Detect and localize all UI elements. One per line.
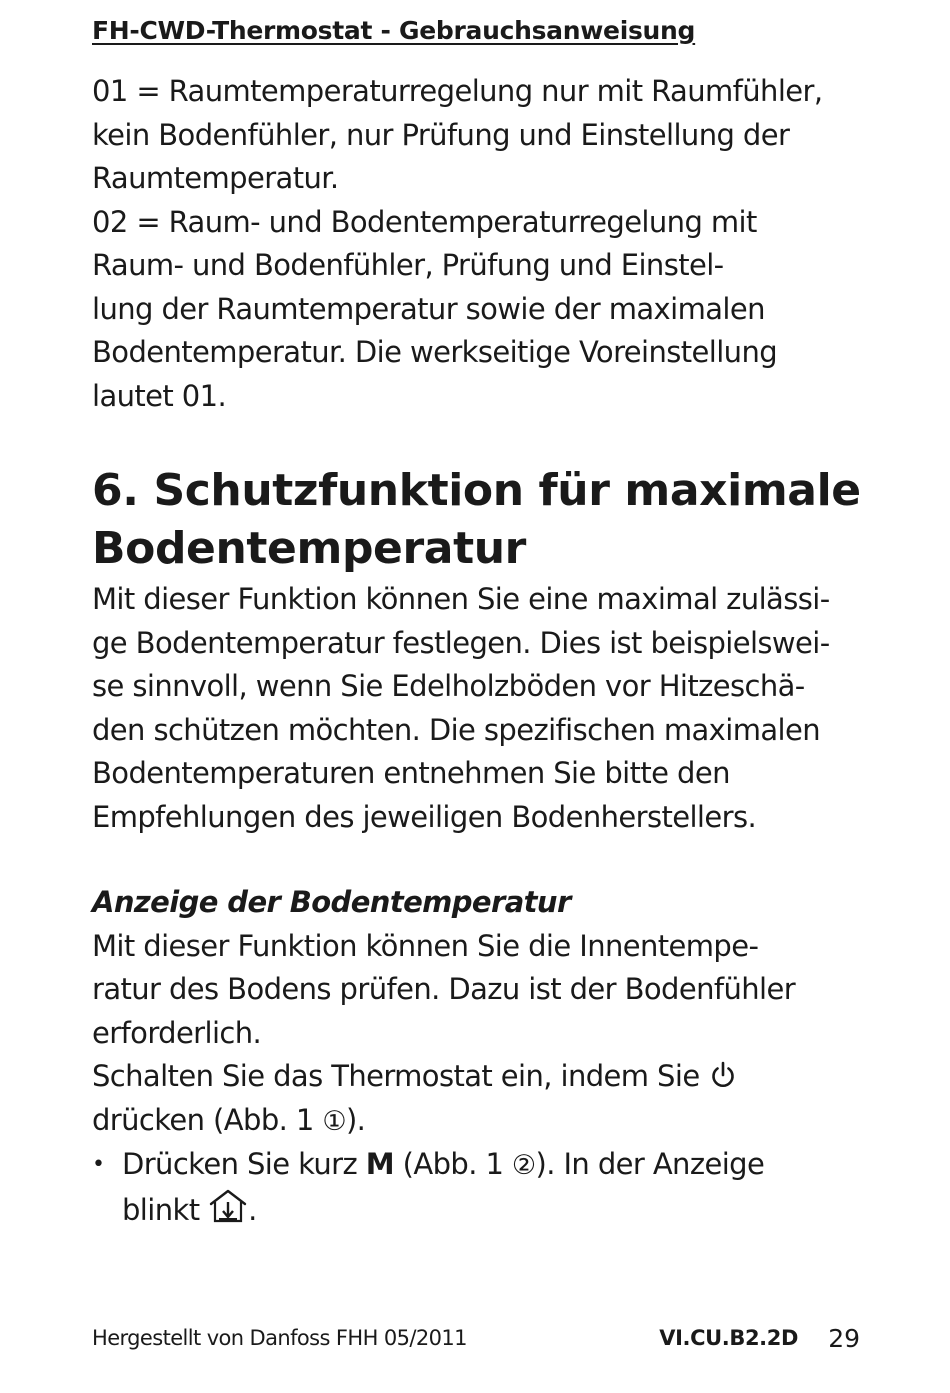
text-line: 01 = Raumtemperaturregelung nur mit Raumfühler, [92, 74, 823, 108]
option-02-text [92, 201, 882, 419]
footer-document-code: VI.CU.B2.2D [659, 1326, 798, 1350]
bullet-line2-pre: blinkt [122, 1192, 209, 1227]
bullet-text-post: ). In der Anzeige [535, 1147, 765, 1181]
manual-page [92, 12, 882, 1232]
text-line: ratur des Bodens prüfen. Dazu ist der Bodenfühler [92, 972, 796, 1006]
text-line: Bodentemperaturen entnehmen Sie bitte den [92, 756, 730, 790]
text-line: kein Bodenfühler, nur Prüfung und Einstellung der [92, 117, 790, 152]
option-01-text [92, 70, 882, 201]
switch-on-text-2: drücken (Abb. 1 [92, 1102, 323, 1137]
key-m-label: M [365, 1147, 395, 1181]
text-line: Mit dieser Funktion können Sie eine maximal zulässi- [92, 582, 830, 616]
text-line: 02 = Raum- und Bodentemperaturregelung mit [92, 204, 757, 239]
text-line: den schützen möchten. Die spezifischen maximalen [92, 712, 821, 747]
house-floor-arrow-icon [208, 1188, 248, 1224]
heading-line: 6. Schutzfunktion für maximale [92, 465, 861, 516]
text-line: Raum- und Bodenfühler, Prüfung und Einstel- [92, 248, 724, 282]
text-line: erforderlich. [92, 1015, 262, 1050]
footer-page-number: 29 [828, 1324, 860, 1353]
text-line: lung der Raumtemperatur sowie der maximalen [92, 291, 765, 326]
bullet-line2-post: . [248, 1192, 257, 1227]
text-line [122, 1143, 882, 1188]
text-line: Empfehlungen des jeweiligen Bodenherstellers. [92, 799, 757, 834]
circled-number-1: ① [322, 1105, 346, 1137]
floor-display-paragraph [92, 925, 882, 1144]
switch-on-text-3: ). [345, 1102, 366, 1137]
text-line: Mit dieser Funktion können Sie die Innentempe- [92, 928, 759, 963]
text-line: Bodentemperatur. Die werkseitige Voreinstellung [92, 335, 778, 369]
page-footer [92, 1320, 860, 1360]
page-header-title: FH-CWD-Thermostat - Gebrauchsanweisung [92, 16, 696, 45]
bullet-text-pre: Drücken Sie kurz [122, 1147, 366, 1181]
bullet-marker: • [92, 1152, 105, 1177]
text-line: lautet 01. [92, 378, 227, 413]
power-icon [708, 1060, 738, 1090]
text-line: se sinnvoll, wenn Sie Edelholzböden vor Hitzeschä- [92, 669, 805, 703]
heading-line: Bodentemperatur [92, 523, 526, 574]
text-line [122, 1188, 882, 1233]
section-6-heading [92, 462, 882, 578]
circled-number-2: ② [511, 1150, 536, 1181]
footer-manufacturer: Hergestellt von Danfoss FHH 05/2011 [92, 1326, 467, 1350]
text-line: ge Bodentemperatur festlegen. Dies ist beispielswei- [92, 625, 830, 660]
text-line [92, 1055, 882, 1099]
text-line: Raumtemperatur. [92, 161, 339, 195]
floor-display-subheading: Anzeige der Bodentemperatur [92, 885, 571, 919]
switch-on-text: Schalten Sie das Thermostat ein, indem Sie [92, 1059, 700, 1093]
instruction-bullet [92, 1143, 882, 1232]
bullet-text-mid: (Abb. 1 [394, 1147, 512, 1181]
text-line [92, 1099, 882, 1144]
section-6-paragraph [92, 578, 882, 839]
